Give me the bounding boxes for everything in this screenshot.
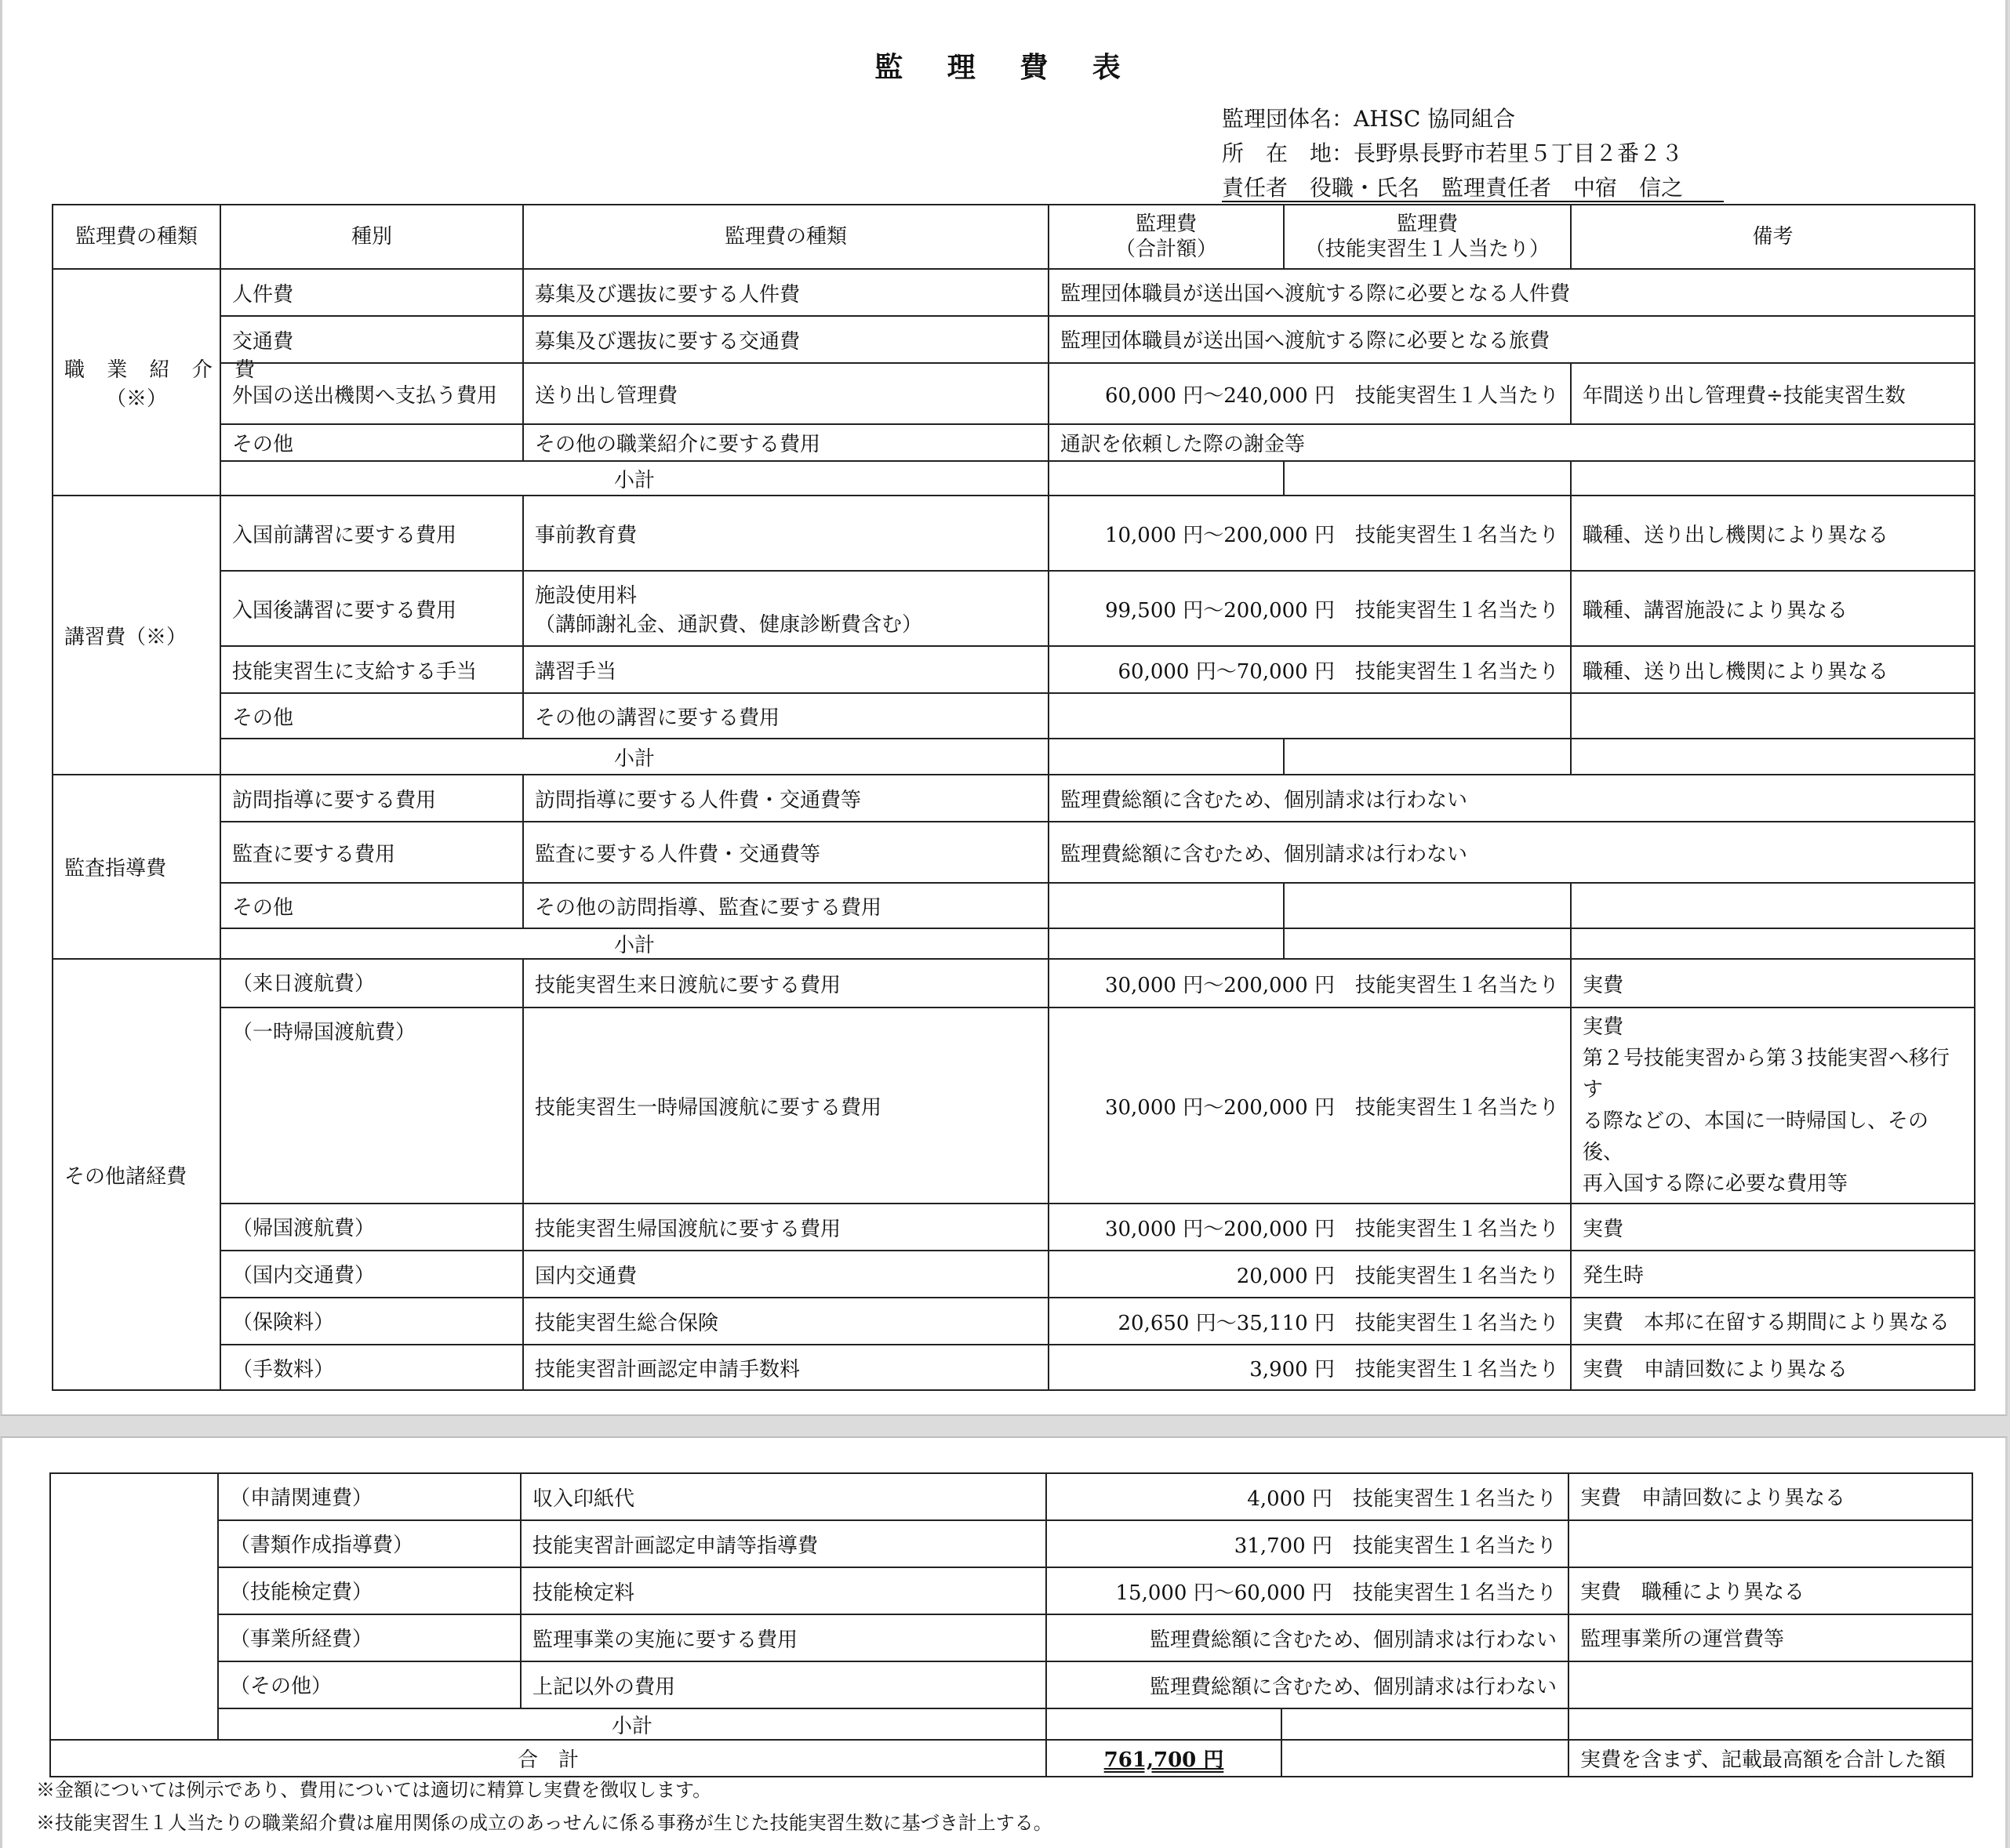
table-row <box>53 571 1975 646</box>
row-item: その他の講習に要する費用 <box>523 693 1049 739</box>
row-item: 技能実習生帰国渡航に要する費用 <box>523 1204 1049 1251</box>
table-row <box>50 1614 1972 1661</box>
subtotal-total <box>1049 461 1284 496</box>
responsible-person: 責任者 役職・氏名 監理責任者 中宿 信之 <box>1222 175 1724 202</box>
row-remark: 職種、送り出し機関により異なる <box>1571 496 1975 571</box>
row-per <box>1284 883 1571 928</box>
row-kind: 技能実習生に支給する手当 <box>220 646 523 693</box>
footnotes <box>36 1774 1052 1839</box>
amount-per: 技能実習生１名当たり <box>1352 1487 1557 1511</box>
table-row <box>53 1251 1975 1298</box>
header-total-line1: 監理費 <box>1135 212 1197 236</box>
row-remark: 職種、講習施設により異なる <box>1571 571 1975 646</box>
footnote: ※金額については例示であり、費用については適切に精算し実費を徴収します。 <box>36 1779 712 1801</box>
row-item: 監理事業の実施に要する費用 <box>521 1614 1046 1661</box>
amount-range: 20,000 円 <box>1236 1264 1335 1288</box>
remark-line4: 再入国する際に必要な費用等 <box>1583 1172 1848 1196</box>
table-row <box>53 316 1975 363</box>
row-item: 技能検定料 <box>521 1567 1046 1614</box>
row-item: 収入印紙代 <box>521 1473 1046 1520</box>
amount-range: 31,700 円 <box>1234 1534 1332 1558</box>
organization-name: 監理団体名：AHSC 協同組合 <box>1222 106 1516 132</box>
item-line1: 施設使用料 <box>535 584 638 608</box>
row-remark <box>1568 1661 1972 1708</box>
row-kind: （申請関連費） <box>218 1473 521 1520</box>
row-kind: （書類作成指導費） <box>218 1520 521 1567</box>
header-per-line1: 監理費 <box>1396 212 1458 236</box>
amount-range: 3,900 円 <box>1249 1357 1335 1381</box>
row-remark: 実費 <box>1571 959 1975 1008</box>
table-row <box>53 496 1975 571</box>
row-remark: 実費 <box>1571 1204 1975 1251</box>
amount-range: 10,000 円〜200,000 円 <box>1104 523 1335 547</box>
subtotal-remark <box>1568 1708 1972 1740</box>
amount-per: 技能実習生１名当たり <box>1354 1311 1559 1335</box>
row-item: 募集及び選抜に要する交通費 <box>523 316 1049 363</box>
subtotal-row <box>53 739 1975 775</box>
row-item: 訪問指導に要する人件費・交通費等 <box>523 775 1049 822</box>
total-amount-cell <box>1046 1740 1281 1777</box>
total-per <box>1281 1740 1568 1777</box>
row-amount <box>1049 646 1571 693</box>
table-row <box>53 424 1975 461</box>
amount-per: 技能実習生１名当たり <box>1354 1357 1559 1381</box>
row-item: 国内交通費 <box>523 1251 1049 1298</box>
section-label-line1: 職 業 紹 介 費 <box>64 358 264 382</box>
row-remark: 監理事業所の運営費等 <box>1568 1614 1972 1661</box>
row-note: 監理団体職員が送出国へ渡航する際に必要となる人件費 <box>1049 269 1975 316</box>
amount-range: 99,500 円〜200,000 円 <box>1104 598 1335 623</box>
row-amount <box>1049 959 1571 1008</box>
total-remark: 実費を含まず、記載最高額を合計した額 <box>1568 1740 1972 1777</box>
row-item: 講習手当 <box>523 646 1049 693</box>
row-amount <box>1049 1008 1571 1204</box>
row-item: その他の訪問指導、監査に要する費用 <box>523 883 1049 928</box>
remark-line1: 実費 <box>1583 1015 1624 1039</box>
table-row <box>53 1008 1975 1204</box>
amount-range: 60,000 円〜70,000 円 <box>1118 659 1335 684</box>
row-kind: その他 <box>220 424 523 461</box>
row-remark <box>1568 1520 1972 1567</box>
row-kind: 入国後講習に要する費用 <box>220 571 523 646</box>
row-note: 監理費総額に含むため、個別請求は行わない <box>1046 1614 1568 1661</box>
table-row <box>50 1661 1972 1708</box>
row-item: 募集及び選抜に要する人件費 <box>523 269 1049 316</box>
total-row <box>50 1740 1972 1777</box>
amount-per: 技能実習生１人当たり <box>1354 383 1559 408</box>
amount-range: 30,000 円〜200,000 円 <box>1104 1217 1335 1241</box>
row-amount <box>1049 1251 1571 1298</box>
row-kind: （手数料） <box>220 1345 523 1390</box>
amount-per: 技能実習生１名当たり <box>1352 1534 1557 1558</box>
row-item <box>523 571 1049 646</box>
amount-per: 技能実習生１名当たり <box>1354 973 1559 997</box>
row-amount <box>1049 363 1571 424</box>
amount-per: 技能実習生１名当たり <box>1354 598 1559 623</box>
amount-range: 20,650 円〜35,110 円 <box>1118 1311 1335 1335</box>
subtotal-label: 小計 <box>220 739 1049 775</box>
row-item: その他の職業紹介に要する費用 <box>523 424 1049 461</box>
row-kind: （国内交通費） <box>220 1251 523 1298</box>
table-row <box>53 822 1975 883</box>
organization-address: 所 在 地：長野県長野市若里５丁目２番２３ <box>1222 140 1684 166</box>
document-title: 監 理 費 表 <box>874 51 1138 84</box>
row-amount <box>1049 693 1571 739</box>
table-row <box>53 1298 1975 1345</box>
subtotal-total <box>1049 928 1284 959</box>
table-row <box>53 1204 1975 1251</box>
subtotal-row <box>50 1708 1972 1740</box>
table-row <box>50 1520 1972 1567</box>
row-item: 技能実習生総合保険 <box>523 1298 1049 1345</box>
row-note: 監理費総額に含むため、個別請求は行わない <box>1049 775 1975 822</box>
row-kind: （来日渡航費） <box>220 959 523 1008</box>
section-label-line2: （※） <box>105 387 167 411</box>
header-total-line2: （合計額） <box>1114 238 1217 261</box>
row-remark: 職種、送り出し機関により異なる <box>1571 646 1975 693</box>
row-remark: 実費 本邦に在留する期間により異なる <box>1571 1298 1975 1345</box>
table-row <box>53 646 1975 693</box>
row-amount <box>1049 496 1571 571</box>
header-total-amount <box>1049 205 1284 269</box>
table-row <box>53 883 1975 928</box>
subtotal-label: 小計 <box>218 1708 1046 1740</box>
row-kind: 入国前講習に要する費用 <box>220 496 523 571</box>
section-label-kansa: 監査指導費 <box>53 775 220 959</box>
amount-per: 技能実習生１名当たり <box>1354 1217 1559 1241</box>
fee-table <box>52 204 1975 1391</box>
row-note: 監理費総額に含むため、個別請求は行わない <box>1046 1661 1568 1708</box>
subtotal-row <box>53 461 1975 496</box>
amount-range: 15,000 円〜60,000 円 <box>1115 1581 1332 1605</box>
row-note: 監理費総額に含むため、個別請求は行わない <box>1049 822 1975 883</box>
row-kind: 監査に要する費用 <box>220 822 523 883</box>
row-kind: 訪問指導に要する費用 <box>220 775 523 822</box>
header-fee-category: 監理費の種類 <box>53 205 220 269</box>
row-amount <box>1049 1298 1571 1345</box>
subtotal-remark <box>1571 461 1975 496</box>
fee-table-continued <box>49 1472 1973 1777</box>
item-line2: （講師謝礼金、通訳費、健康診断費含む） <box>535 613 923 637</box>
row-item: 上記以外の費用 <box>521 1661 1046 1708</box>
row-kind: その他 <box>220 883 523 928</box>
subtotal-label: 小計 <box>220 461 1049 496</box>
row-kind: （その他） <box>218 1661 521 1708</box>
table-row <box>53 693 1975 739</box>
row-item: 技能実習生一時帰国渡航に要する費用 <box>523 1008 1049 1204</box>
subtotal-total <box>1049 739 1284 775</box>
row-item: 事前教育費 <box>523 496 1049 571</box>
row-total <box>1049 883 1284 928</box>
table-header-row <box>53 205 1975 269</box>
row-item: 技能実習生来日渡航に要する費用 <box>523 959 1049 1008</box>
subtotal-per <box>1284 739 1571 775</box>
table-row <box>53 775 1975 822</box>
amount-per: 技能実習生１名当たり <box>1354 1264 1559 1288</box>
row-kind: （帰国渡航費） <box>220 1204 523 1251</box>
subtotal-total <box>1046 1708 1281 1740</box>
amount-per: 技能実習生１名当たり <box>1354 659 1559 684</box>
row-kind: 外国の送出機関へ支払う費用 <box>220 363 523 424</box>
row-remark <box>1571 883 1975 928</box>
table-row <box>53 959 1975 1008</box>
row-item: 監査に要する人件費・交通費等 <box>523 822 1049 883</box>
amount-per: 技能実習生１名当たり <box>1354 1095 1559 1120</box>
subtotal-per <box>1284 461 1571 496</box>
row-amount <box>1049 571 1571 646</box>
row-kind: （技能検定費） <box>218 1567 521 1614</box>
header-per-trainee <box>1284 205 1571 269</box>
amount-range: 60,000 円〜240,000 円 <box>1104 383 1335 408</box>
section-label-sonota: その他諸経費 <box>53 959 220 1390</box>
total-amount: 761,700 円 <box>1103 1748 1224 1772</box>
row-remark <box>1571 1008 1975 1204</box>
row-amount <box>1046 1567 1568 1614</box>
table-row <box>50 1473 1972 1520</box>
section-label-koshu: 講習費（※） <box>53 496 220 775</box>
table-row <box>53 1345 1975 1390</box>
table-row <box>53 363 1975 424</box>
subtotal-row <box>53 928 1975 959</box>
amount-per: 技能実習生１名当たり <box>1352 1581 1557 1605</box>
amount-per: 技能実習生１名当たり <box>1354 523 1559 547</box>
header-per-line2: （技能実習生１人当たり） <box>1304 238 1550 261</box>
row-remark: 発生時 <box>1571 1251 1975 1298</box>
row-amount <box>1049 1345 1571 1390</box>
row-remark: 実費 申請回数により異なる <box>1571 1345 1975 1390</box>
amount-range: 30,000 円〜200,000 円 <box>1104 1095 1335 1120</box>
row-amount <box>1049 1204 1571 1251</box>
amount-range: 30,000 円〜200,000 円 <box>1104 973 1335 997</box>
header-fee-type: 監理費の種類 <box>523 205 1049 269</box>
row-remark: 実費 申請回数により異なる <box>1568 1473 1972 1520</box>
row-kind: （事業所経費） <box>218 1614 521 1661</box>
remark-line3: る際などの、本国に一時帰国し、その後、 <box>1583 1109 1928 1164</box>
row-note: 通訳を依頼した際の謝金等 <box>1049 424 1975 461</box>
table-row <box>50 1567 1972 1614</box>
row-amount <box>1046 1473 1568 1520</box>
subtotal-remark <box>1571 928 1975 959</box>
row-remark: 実費 職種により異なる <box>1568 1567 1972 1614</box>
row-item: 技能実習計画認定申請等指導費 <box>521 1520 1046 1567</box>
row-remark: 年間送り出し管理費÷技能実習生数 <box>1571 363 1975 424</box>
footnote: ※技能実習生１人当たりの職業紹介費は雇用関係の成立のあっせんに係る事務が生じた技能実習生数に基づき計上する。 <box>36 1812 1052 1834</box>
total-label: 合 計 <box>50 1740 1046 1777</box>
row-kind: その他 <box>220 693 523 739</box>
organization-info <box>1222 102 1724 205</box>
subtotal-label: 小計 <box>220 928 1049 959</box>
amount-range: 4,000 円 <box>1247 1487 1332 1511</box>
header-remarks: 備考 <box>1571 205 1975 269</box>
remark-line2: 第２号技能実習から第３技能実習へ移行す <box>1583 1047 1950 1102</box>
row-kind: （一時帰国渡航費） <box>220 1008 523 1204</box>
subtotal-per <box>1281 1708 1568 1740</box>
row-item: 送り出し管理費 <box>523 363 1049 424</box>
row-remark <box>1571 693 1975 739</box>
row-kind: 交通費 <box>220 316 523 363</box>
row-kind: （保険料） <box>220 1298 523 1345</box>
section-label-continued <box>50 1473 218 1740</box>
subtotal-per <box>1284 928 1571 959</box>
row-amount <box>1046 1520 1568 1567</box>
row-note: 監理団体職員が送出国へ渡航する際に必要となる旅費 <box>1049 316 1975 363</box>
table-row <box>53 269 1975 316</box>
row-item: 技能実習計画認定申請手数料 <box>523 1345 1049 1390</box>
subtotal-remark <box>1571 739 1975 775</box>
header-kind: 種別 <box>220 205 523 269</box>
row-kind: 人件費 <box>220 269 523 316</box>
